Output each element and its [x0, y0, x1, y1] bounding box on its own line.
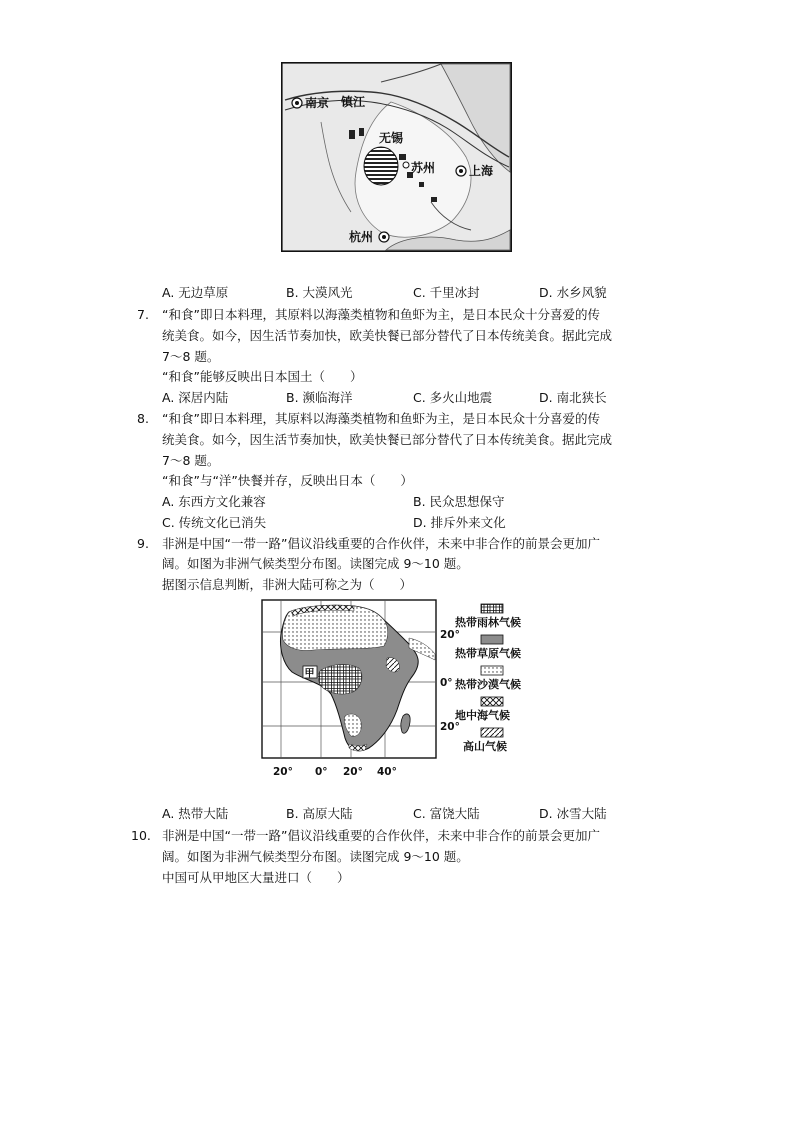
q7-option-a[interactable]: A. 深居内陆: [162, 390, 229, 405]
q7-option-b[interactable]: B. 濒临海洋: [286, 390, 353, 405]
q8-option-a[interactable]: A. 东西方文化兼容: [162, 494, 266, 509]
q10-question: 中国可从甲地区大量进口（ ）: [162, 870, 350, 885]
lon-label-20w: 20°: [273, 766, 293, 778]
q9-stem-line: 阔。如图为非洲气候类型分布图。读图完成 9～10 题。: [162, 556, 469, 571]
q7-option-c[interactable]: C. 多火山地震: [413, 390, 493, 405]
nanjing-marker: [292, 98, 302, 108]
q7-stem-line: “和食”即日本料理，其原料以海藻类植物和鱼虾为主，是日本民众十分喜爱的传: [162, 307, 600, 322]
q7-number: 7.: [137, 307, 149, 322]
q8-stem-line: 7～8 题。: [162, 453, 220, 468]
region-jia-label: 甲: [304, 668, 315, 680]
q9-stem-line: 非洲是中国“一带一路”倡议沿线重要的合作伙伴，未来中非合作的前景会更加广: [162, 536, 600, 551]
q8-stem-line: “和食”即日本料理，其原料以海藻类植物和鱼虾为主，是日本民众十分喜爱的传: [162, 411, 600, 426]
legend-swatch-rainforest: [481, 604, 503, 613]
q9-option-c[interactable]: C. 富饶大陆: [413, 806, 480, 821]
legend-alpine: 高山气候: [463, 740, 507, 753]
q7-option-d[interactable]: D. 南北狭长: [539, 390, 607, 405]
climate-legend: [455, 604, 521, 753]
q8-number: 8.: [137, 411, 149, 426]
q10-number: 10.: [131, 828, 151, 843]
q9-option-d[interactable]: D. 冰雪大陆: [539, 806, 607, 821]
q6-option-c[interactable]: C. 千里冰封: [413, 285, 480, 300]
legend-swatch-desert: [481, 666, 503, 675]
q9-number: 9.: [137, 536, 149, 551]
lat-label-20n: 20°: [440, 629, 460, 641]
q6-option-a[interactable]: A. 无边草原: [162, 285, 229, 300]
q10-stem-line: 阔。如图为非洲气候类型分布图。读图完成 9～10 题。: [162, 849, 469, 864]
label-nanjing: 南京: [305, 96, 330, 110]
legend-swatch-savanna: [481, 635, 503, 644]
q7-stem-line: 7～8 题。: [162, 349, 220, 364]
lon-label-0: 0°: [315, 766, 328, 778]
legend-rainforest: 热带雨林气候: [455, 616, 521, 629]
q10-stem-line: 非洲是中国“一带一路”倡议沿线重要的合作伙伴，未来中非合作的前景会更加广: [162, 828, 600, 843]
legend-savanna: 热带草原气候: [455, 647, 521, 660]
label-suzhou: 苏州: [411, 161, 436, 175]
label-zhenjiang: 镇江: [341, 95, 366, 109]
q9-option-a[interactable]: A. 热带大陆: [162, 806, 229, 821]
q8-question: “和食”与“洋”快餐并存，反映出日本（ ）: [162, 473, 413, 488]
q8-stem-line: 统美食。如今，因生活节奏加快，欧美快餐已部分替代了日本传统美食。据此完成: [162, 432, 613, 447]
q9-option-b[interactable]: B. 高原大陆: [286, 806, 353, 821]
q7-stem-line: 统美食。如今，因生活节奏加快，欧美快餐已部分替代了日本传统美食。据此完成: [162, 328, 613, 343]
q6-option-d[interactable]: D. 水乡风貌: [539, 285, 607, 300]
legend-mediterranean: 地中海气候: [455, 709, 510, 722]
lat-label-0: 0°: [440, 677, 453, 689]
q9-question: 据图示信息判断，非洲大陆可称之为（ ）: [162, 577, 413, 592]
legend-swatch-alpine: [481, 728, 503, 737]
q8-option-b[interactable]: B. 民众思想保守: [413, 494, 505, 509]
lon-label-20e: 20°: [343, 766, 363, 778]
africa-climate-map: [259, 598, 571, 780]
label-shanghai: 上海: [469, 164, 494, 178]
yangtze-delta-map: [281, 62, 512, 252]
lat-label-20s: 20°: [440, 721, 460, 733]
q7-question: “和食”能够反映出日本国土（ ）: [162, 369, 363, 384]
q6-option-b[interactable]: B. 大漠风光: [286, 285, 353, 300]
label-hangzhou: 杭州: [349, 230, 374, 244]
legend-swatch-mediterranean: [481, 697, 503, 706]
legend-desert: 热带沙漠气候: [455, 678, 521, 691]
q8-option-d[interactable]: D. 排斥外来文化: [413, 515, 506, 530]
q8-option-c[interactable]: C. 传统文化已消失: [162, 515, 267, 530]
lon-label-40e: 40°: [377, 766, 397, 778]
label-wuxi: 无锡: [379, 131, 404, 145]
